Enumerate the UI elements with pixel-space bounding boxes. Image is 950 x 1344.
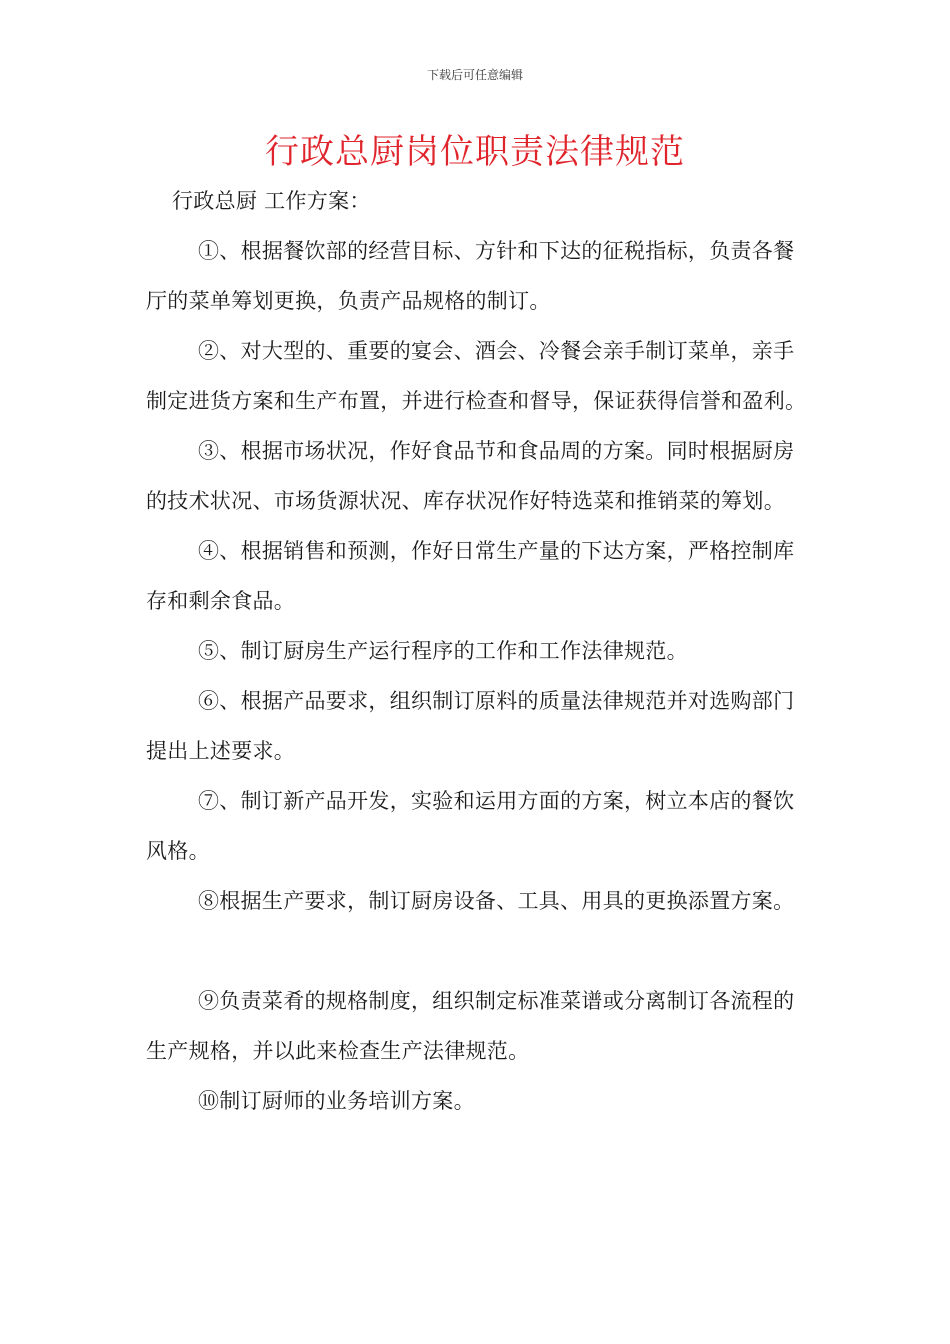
duty-item-2: ②、对大型的、重要的宴会、酒会、冷餐会亲手制订菜单，亲手制定进货方案和生产布置，并进行检查和督导，保证获得信誉和盈利。 <box>146 339 807 413</box>
intro-line: 行政总厨 工作方案： <box>172 189 371 213</box>
duty-item-1: ①、根据餐饮部的经营目标、方针和下达的征税指标，负责各餐厅的菜单筹划更换，负责产品规格的制订。 <box>146 239 795 313</box>
document-body <box>146 176 811 1126</box>
duty-item-5: ⑤、制订厨房生产运行程序的工作和工作法律规范。 <box>198 639 688 663</box>
duty-item-10: ⑩制订厨师的业务培训方案。 <box>198 1089 475 1113</box>
duty-item-8: ⑧根据生产要求，制订厨房设备、工具、用具的更换添置方案。 <box>198 889 795 913</box>
duty-item-4: ④、根据销售和预测，作好日常生产量的下达方案，严格控制库存和剩余食品。 <box>146 539 795 613</box>
page-header-note: 下载后可任意编辑 <box>426 68 523 82</box>
duty-item-7: ⑦、制订新产品开发，实验和运用方面的方案，树立本店的餐饮风格。 <box>146 789 795 863</box>
duty-item-6: ⑥、根据产品要求，组织制订原料的质量法律规范并对选购部门提出上述要求。 <box>146 689 795 763</box>
duty-item-3: ③、根据市场状况，作好食品节和食品周的方案。同时根据厨房的技术状况、市场货源状况、库存状况作好特选菜和推销菜的筹划。 <box>146 439 795 513</box>
duty-item-9: ⑨负责菜肴的规格制度，组织制定标准菜谱或分离制订各流程的生产规格，并以此来检查生产法律规范。 <box>146 989 795 1063</box>
paragraph-gap <box>146 926 811 976</box>
document-title: 行政总厨岗位职责法律规范 <box>265 132 685 172</box>
